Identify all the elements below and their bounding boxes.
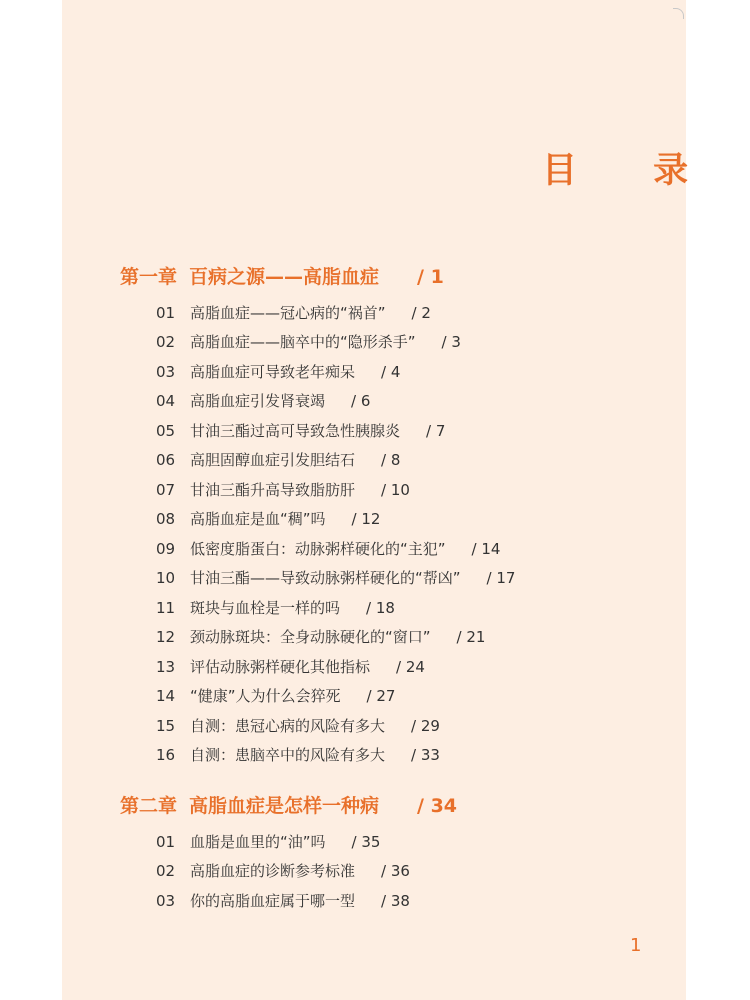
toc-entry[interactable]: [156, 685, 395, 707]
entry-number: 02: [156, 862, 176, 880]
entry-title: 高脂血症——冠心病的“祸首”: [190, 304, 386, 322]
chapter-title: 高脂血症是怎样一种病: [189, 795, 380, 817]
entry-page: / 10: [381, 481, 410, 499]
toc-entry[interactable]: [156, 656, 425, 678]
chapter-title: 百病之源——高脂血症: [189, 266, 380, 288]
entry-number: 08: [156, 510, 176, 528]
toc-title: 目 录: [542, 151, 721, 191]
toc-entry[interactable]: [156, 890, 410, 912]
entry-number: 07: [156, 481, 176, 499]
entry-page: / 8: [381, 451, 401, 469]
chapter-number: 第一章: [120, 266, 178, 288]
entry-number: 15: [156, 717, 176, 735]
entry-page: / 18: [366, 599, 395, 617]
entry-number: 09: [156, 540, 176, 558]
entry-page: / 17: [486, 569, 516, 587]
chapter-page: / 1: [417, 266, 444, 288]
chapter-page: / 34: [417, 795, 458, 817]
entry-title: 甘油三酯升高导致脂肪肝: [190, 481, 356, 499]
entry-title: 低密度脂蛋白：动脉粥样硬化的“主犯”: [190, 540, 446, 558]
toc-entry[interactable]: [156, 626, 485, 648]
entry-title: 高脂血症——脑卒中的“隐形杀手”: [190, 333, 416, 351]
entry-number: 14: [156, 687, 176, 705]
entry-page: / 3: [441, 333, 461, 351]
entry-page: / 6: [351, 392, 371, 410]
entry-page: / 14: [471, 540, 501, 558]
entry-title: 甘油三酯——导致动脉粥样硬化的“帮凶”: [190, 569, 461, 587]
entry-page: / 12: [351, 510, 381, 528]
toc-entry[interactable]: [156, 831, 380, 853]
entry-page: / 33: [411, 746, 440, 764]
entry-title: 评估动脉粥样硬化其他指标: [190, 658, 371, 676]
entry-number: 04: [156, 392, 176, 410]
entry-page: / 38: [381, 892, 410, 910]
entry-title: 颈动脉斑块：全身动脉硬化的“窗口”: [190, 628, 431, 646]
chapter-heading[interactable]: [120, 264, 444, 290]
toc-entry[interactable]: [156, 331, 461, 353]
entry-number: 03: [156, 892, 176, 910]
entry-number: 01: [156, 833, 176, 851]
toc-entry[interactable]: [156, 567, 515, 589]
toc-entry[interactable]: [156, 508, 380, 530]
chapter-number: 第二章: [120, 795, 178, 817]
entry-number: 05: [156, 422, 176, 440]
entry-number: 01: [156, 304, 176, 322]
toc-entry[interactable]: [156, 479, 410, 501]
entry-title: 自测：患脑卒中的风险有多大: [190, 746, 386, 764]
book-page: [62, 0, 721, 1000]
toc-entry[interactable]: [156, 390, 370, 412]
entry-title: 高胆固醇血症引发胆结石: [190, 451, 356, 469]
entry-page: / 24: [396, 658, 425, 676]
entry-page: / 4: [381, 363, 401, 381]
entry-title: “健康”人为什么会猝死: [190, 687, 341, 705]
entry-number: 16: [156, 746, 176, 764]
entry-page: / 35: [351, 833, 381, 851]
entry-page: / 7: [426, 422, 446, 440]
corner-mark: [673, 8, 684, 19]
toc-entry[interactable]: [156, 744, 440, 766]
entry-number: 10: [156, 569, 176, 587]
chapter-heading[interactable]: [120, 793, 457, 819]
entry-number: 13: [156, 658, 176, 676]
entry-title: 你的高脂血症属于哪一型: [190, 892, 356, 910]
entry-title: 高脂血症的诊断参考标准: [190, 862, 356, 880]
entry-number: 06: [156, 451, 176, 469]
entry-title: 血脂是血里的“油”吗: [190, 833, 326, 851]
entry-page: / 2: [411, 304, 431, 322]
entry-page: / 21: [456, 628, 486, 646]
entry-title: 甘油三酯过高可导致急性胰腺炎: [190, 422, 401, 440]
page-number: 1: [630, 935, 642, 956]
entry-page: / 29: [411, 717, 440, 735]
toc-entry[interactable]: [156, 538, 500, 560]
toc-entry[interactable]: [156, 361, 400, 383]
toc-entry[interactable]: [156, 420, 445, 442]
entry-number: 02: [156, 333, 176, 351]
toc-entry[interactable]: [156, 715, 440, 737]
toc-entry[interactable]: [156, 860, 410, 882]
entry-title: 自测：患冠心病的风险有多大: [190, 717, 386, 735]
toc-entry[interactable]: [156, 597, 395, 619]
entry-number: 03: [156, 363, 176, 381]
entry-number: 11: [156, 599, 176, 617]
entry-page: / 36: [381, 862, 410, 880]
entry-title: 斑块与血栓是一样的吗: [190, 599, 341, 617]
toc-entry[interactable]: [156, 302, 431, 324]
entry-title: 高脂血症引发肾衰竭: [190, 392, 326, 410]
entry-title: 高脂血症是血“稠”吗: [190, 510, 326, 528]
entry-number: 12: [156, 628, 176, 646]
toc-entry[interactable]: [156, 449, 400, 471]
entry-title: 高脂血症可导致老年痴呆: [190, 363, 356, 381]
entry-page: / 27: [366, 687, 396, 705]
